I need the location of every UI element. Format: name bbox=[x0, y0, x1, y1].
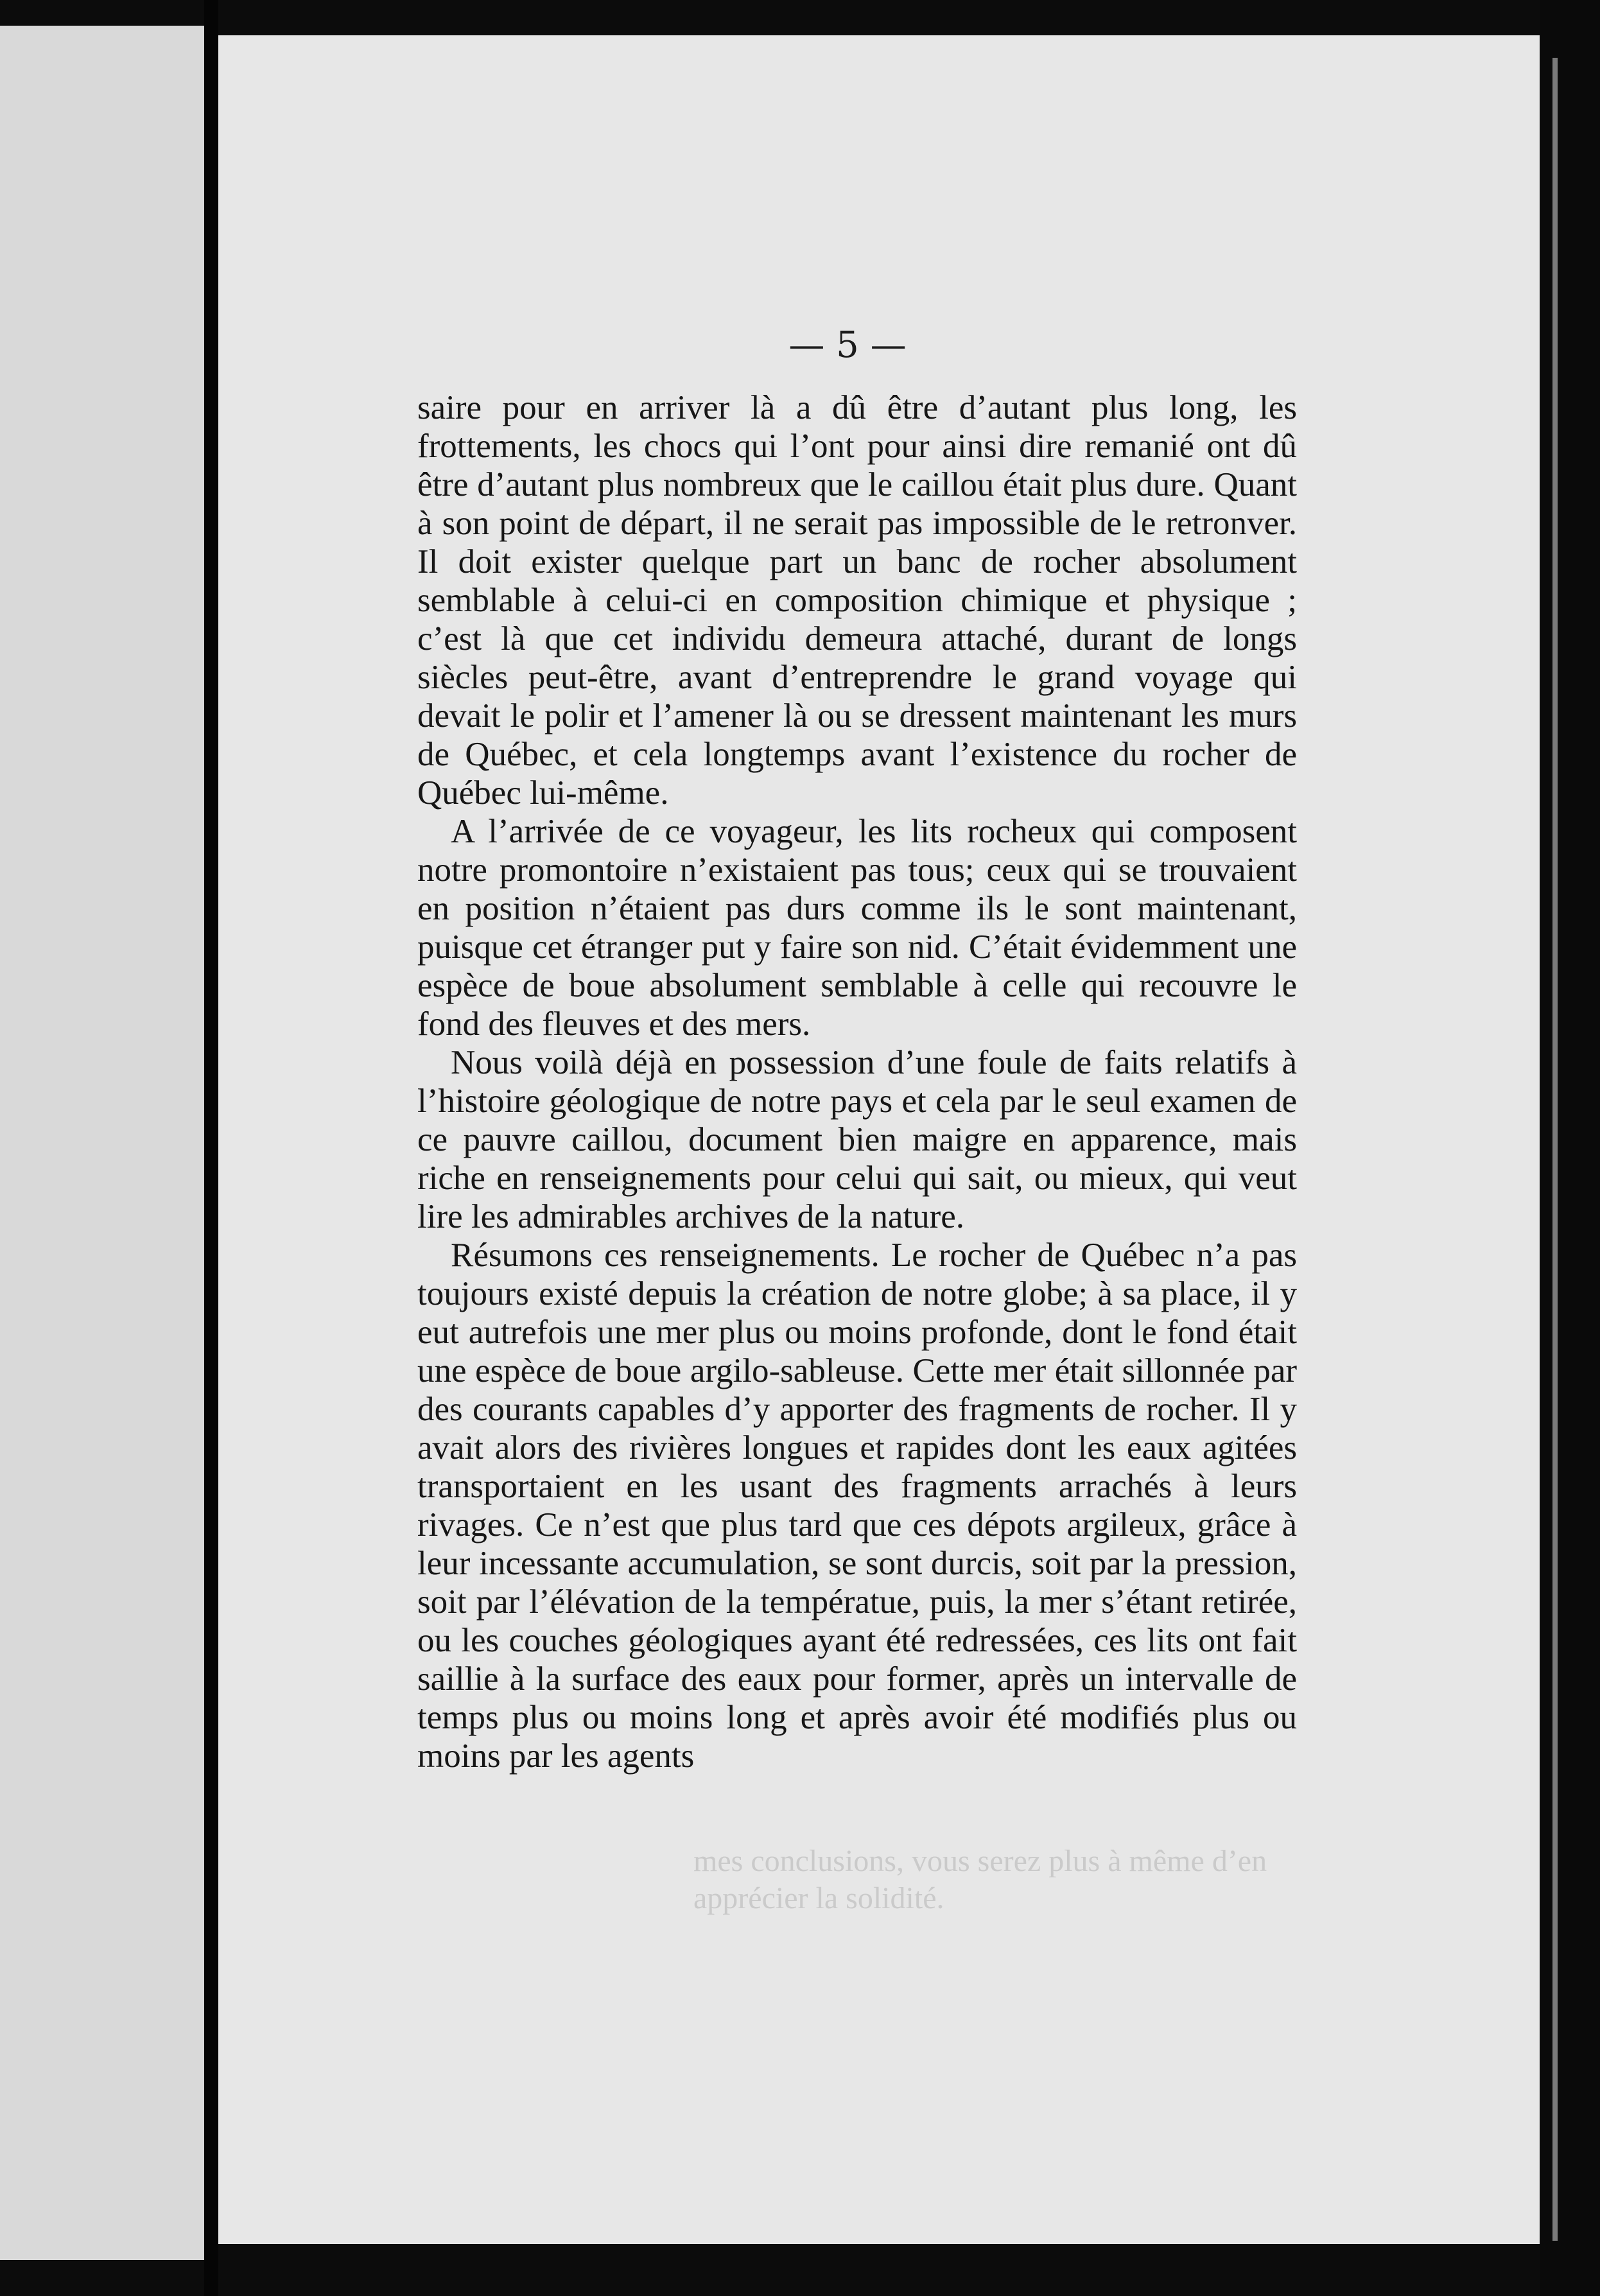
paragraph: saire pour en arriver là a dû être d’autant plus long, les frottements, les chocs qui l’ont pour ainsi dire remanié ont dû être d’autant plus nombreux que le caillou était plus dure. Quant à son point de départ, il ne serait pas impossible de le retronver. Il doit exister quelque part un banc de rocher absolument semblable à celui-ci en composition chimique et physique ; c’est là que cet individu demeura attaché, durant de longs siècles peut-être, avant d’entreprendre le grand voyage qui devait le polir et l’amener là ou se dressent maintenant les murs de Québec, et cela longtemps avant l’existence du rocher de Québec lui-même. bbox=[417, 389, 1297, 812]
bleed-through-text: mes conclusions, vous serez plus à même d’en apprécier la solidité. bbox=[693, 1844, 1267, 1915]
paragraph: Résumons ces renseignements. Le rocher de Québec n’a pas toujours existé depuis la création de notre globe; à sa place, il y eut autrefois une mer plus ou moins profonde, dont le fond était une espèce de boue argilo-sableuse. Cette mer était sillonnée par des courants capables d’y apporter des fragments de rocher. Il y avait alors des rivières longues et rapides dont les eaux agitées transportaient en les usant des fragments arrachés à leurs rivages. Ce n’est que plus tard que ces dépots argileux, grâce à leur incessante accumulation, se sont durcis, soit par la pression, soit par l’élévation de la températue, puis, la mer s’étant retirée, ou les couches géologiques ayant été redressées, ces lits ont fait saillie à la surface des eaux pour former, après un intervalle de temps plus ou moins long et après avoir été modifiés plus ou moins par les agents bbox=[417, 1237, 1297, 1775]
binding-gutter bbox=[204, 0, 218, 2296]
facing-page-edge bbox=[0, 26, 204, 2260]
paragraph: Nous voilà déjà en possession d’une foule de faits relatifs à l’histoire géologique de notre pays et cela par le seul examen de ce pauvre caillou, document bien maigre en apparence, mais riche en renseignements pour celui qui sait, ou mieux, qui veut lire les admirables archives de la nature. bbox=[417, 1044, 1297, 1235]
right-scan-border bbox=[1540, 0, 1600, 2296]
paragraph: A l’arrivée de ce voyageur, les lits rocheux qui composent notre promontoire n’existaient pas tous; ceux qui se trouvaient en position n’étaient pas durs comme ils le sont maintenant, puisque cet étranger put y faire son nid. C’était évidemment une espèce de boue absolument semblable à celle qui recouvre le fond des fleuves et des mers. bbox=[417, 813, 1297, 1043]
page-stack-edge bbox=[1552, 58, 1558, 2241]
body-text bbox=[417, 388, 1297, 1775]
page-number: — 5 — bbox=[788, 324, 907, 366]
